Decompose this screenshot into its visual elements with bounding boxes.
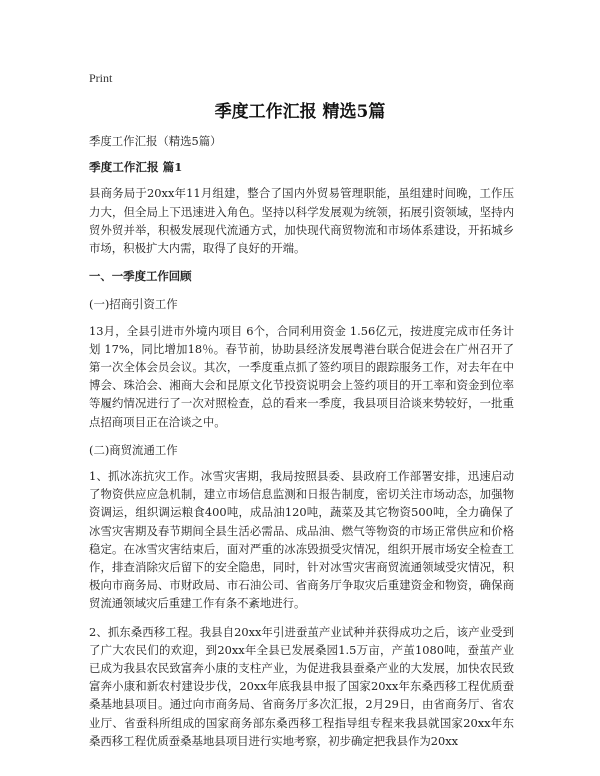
document-subtitle: 季度工作汇报（精选5篇） xyxy=(89,134,222,148)
document-body xyxy=(89,132,514,760)
subsection-heading-investment: (一)招商引资工作 xyxy=(89,297,178,312)
sericulture-paragraph: 2、抓东桑西移工程。我县自20xx年引进蚕茧产业试种并获得成功之后，该产业受到了广大农民们的欢迎，到20xx年全县已发展桑园1.5万亩，产茧1080吨，蚕茧产业已成为我县农民致富奔小康的支柱产业，为促进我县蚕桑产业的大发展，加快农民致富奔小康和新农村建设步伐，20xx年底我县申报了国家20xx年东桑西移工程优质蚕桑基地县项目。通过向市商务局、省商务厅多次汇报，2月29日，由省商务厅、省农业厅、省蚕科所组成的国家商务部东桑西移工程指导组专程来我县就国家20xx年东桑西移工程优质蚕桑基地县项目进行实地考察，初步确定把我县作为20xx xyxy=(89,624,514,748)
intro-paragraph: 县商务局于20xx年11月组建，整合了国内外贸易管理职能，虽组建时间晚，工作压力大，但全局上下迅速进入角色。坚持以科学发展观为统领，拓展引资领域，坚持内贸外贸并举，积极发展现代流通方式，加快现代商贸物流和市场体系建设，开拓城乡市场，积极扩大内需，取得了良好的开端。 xyxy=(89,186,514,256)
article-heading: 季度工作汇报 篇1 xyxy=(89,160,183,175)
section-heading: 一、一季度工作回顾 xyxy=(89,269,192,284)
document-title: 季度工作汇报 精选5篇 xyxy=(214,102,386,122)
investment-paragraph: 13月，全县引进市外境内项目 6个，合同利用资金 1.56亿元，按进度完成市任务计划 17%，同比增加18％。春节前，协助县经济发展粤港台联合促进会在广州召开了第一次全体会员会议。其次，一季度重点抓了签约项目的跟踪服务工作，对去年在中博会、珠洽会、湘商大会和昆原文化节投资说明会上签约项目的开工率和资金到位率等履约情况进行了一次对照检查，总的看来一季度，我县项目洽谈来势较好，一批重点招商项目正在洽谈之中。 xyxy=(89,323,514,429)
disaster-relief-paragraph: 1、抓冰冻抗灾工作。冰雪灾害期，我局按照县委、县政府工作部署安排，迅速启动了物资供应应急机制，建立市场信息监测和日报告制度，密切关注市场动态，加强物资调运，组织调运粮食400吨，成品油120吨，蔬菜及其它物资500吨，全力确保了冰雪灾害期及春节期间全县生活必需品、成品油、燃气等物资的市场正常供应和价格稳定。在冰雪灾害结束后，面对严重的冰冻毁损受灾情况，组织开展市场安全检查工作，排查消除灾后留下的安全隐患，同时，针对冰雪灾害商贸流通领域受灾情况，积极向市商务局、市财政局、市石油公司、省商务厅争取灾后重建资金和物资，确保商贸流通领域灾后重建工作有条不紊地进行。 xyxy=(89,469,514,611)
subsection-heading-commerce: (二)商贸流通工作 xyxy=(89,442,178,457)
print-label[interactable]: Print xyxy=(89,71,113,85)
